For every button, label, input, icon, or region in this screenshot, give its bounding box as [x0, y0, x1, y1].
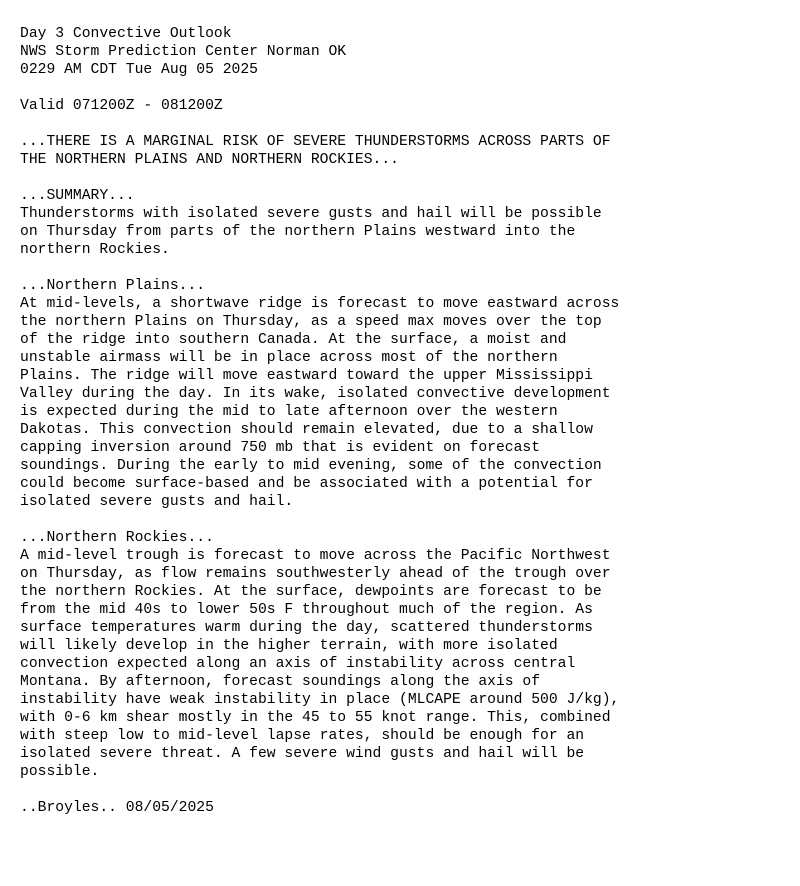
- spacer: [20, 259, 800, 277]
- paragraph-line: Valley during the day. In its wake, isolated convective development: [20, 386, 611, 402]
- paragraph-line: on Thursday, as flow remains southwesterly ahead of the trough over: [20, 566, 611, 582]
- northern-plains-section: [20, 277, 800, 511]
- forecaster-signature: ..Broyles.. 08/05/2025: [20, 800, 214, 816]
- paragraph-line: soundings. During the early to mid evening, some of the convection: [20, 458, 602, 474]
- paragraph-line: capping inversion around 750 mb that is evident on forecast: [20, 440, 541, 456]
- spacer: [20, 169, 800, 187]
- valid-period: Valid 071200Z - 081200Z: [20, 98, 223, 114]
- summary-line: on Thursday from parts of the northern Plains westward into the: [20, 224, 576, 240]
- headline-line: THE NORTHERN PLAINS AND NORTHERN ROCKIES...: [20, 152, 399, 168]
- paragraph-line: the northern Rockies. At the surface, dewpoints are forecast to be: [20, 584, 602, 600]
- spacer: [20, 79, 800, 97]
- spacer: [20, 511, 800, 529]
- paragraph-line: will likely develop in the higher terrain, with more isolated: [20, 638, 558, 654]
- paragraph-line: of the ridge into southern Canada. At the surface, a moist and: [20, 332, 567, 348]
- paragraph-line: instability have weak instability in place (MLCAPE around 500 J/kg),: [20, 692, 620, 708]
- paragraph-line: with steep low to mid-level lapse rates, should be enough for an: [20, 728, 585, 744]
- paragraph-line: surface temperatures warm during the day, scattered thunderstorms: [20, 620, 593, 636]
- product-title: Day 3 Convective Outlook: [20, 26, 232, 42]
- paragraph-line: is expected during the mid to late afternoon over the western: [20, 404, 558, 420]
- summary-line: Thunderstorms with isolated severe gusts and hail will be possible: [20, 206, 602, 222]
- summary-section: [20, 187, 800, 259]
- summary-heading: ...SUMMARY...: [20, 188, 135, 204]
- paragraph-line: from the mid 40s to lower 50s F throughout much of the region. As: [20, 602, 593, 618]
- paragraph-line: isolated severe gusts and hail.: [20, 494, 294, 510]
- northern-rockies-section: [20, 529, 800, 781]
- northern-rockies-heading: ...Northern Rockies...: [20, 530, 214, 546]
- paragraph-line: isolated severe threat. A few severe wind gusts and hail will be: [20, 746, 585, 762]
- spacer: [20, 115, 800, 133]
- paragraph-line: could become surface-based and be associated with a potential for: [20, 476, 593, 492]
- paragraph-line: At mid-levels, a shortwave ridge is forecast to move eastward across: [20, 296, 620, 312]
- paragraph-line: Montana. By afternoon, forecast soundings along the axis of: [20, 674, 541, 690]
- issuing-office: NWS Storm Prediction Center Norman OK: [20, 44, 347, 60]
- headline-block: [20, 133, 800, 169]
- paragraph-line: Plains. The ridge will move eastward toward the upper Mississippi: [20, 368, 593, 384]
- summary-line: northern Rockies.: [20, 242, 170, 258]
- paragraph-line: A mid-level trough is forecast to move across the Pacific Northwest: [20, 548, 611, 564]
- paragraph-line: unstable airmass will be in place across most of the northern: [20, 350, 558, 366]
- paragraph-line: convection expected along an axis of instability across central: [20, 656, 576, 672]
- paragraph-line: the northern Plains on Thursday, as a speed max moves over the top: [20, 314, 602, 330]
- paragraph-line: Dakotas. This convection should remain elevated, due to a shallow: [20, 422, 593, 438]
- headline-line: ...THERE IS A MARGINAL RISK OF SEVERE THUNDERSTORMS ACROSS PARTS OF: [20, 134, 611, 150]
- spacer: [20, 781, 800, 799]
- paragraph-line: possible.: [20, 764, 100, 780]
- paragraph-line: with 0-6 km shear mostly in the 45 to 55 knot range. This, combined: [20, 710, 611, 726]
- northern-plains-heading: ...Northern Plains...: [20, 278, 206, 294]
- issue-time: 0229 AM CDT Tue Aug 05 2025: [20, 62, 258, 78]
- header-block: [20, 25, 800, 79]
